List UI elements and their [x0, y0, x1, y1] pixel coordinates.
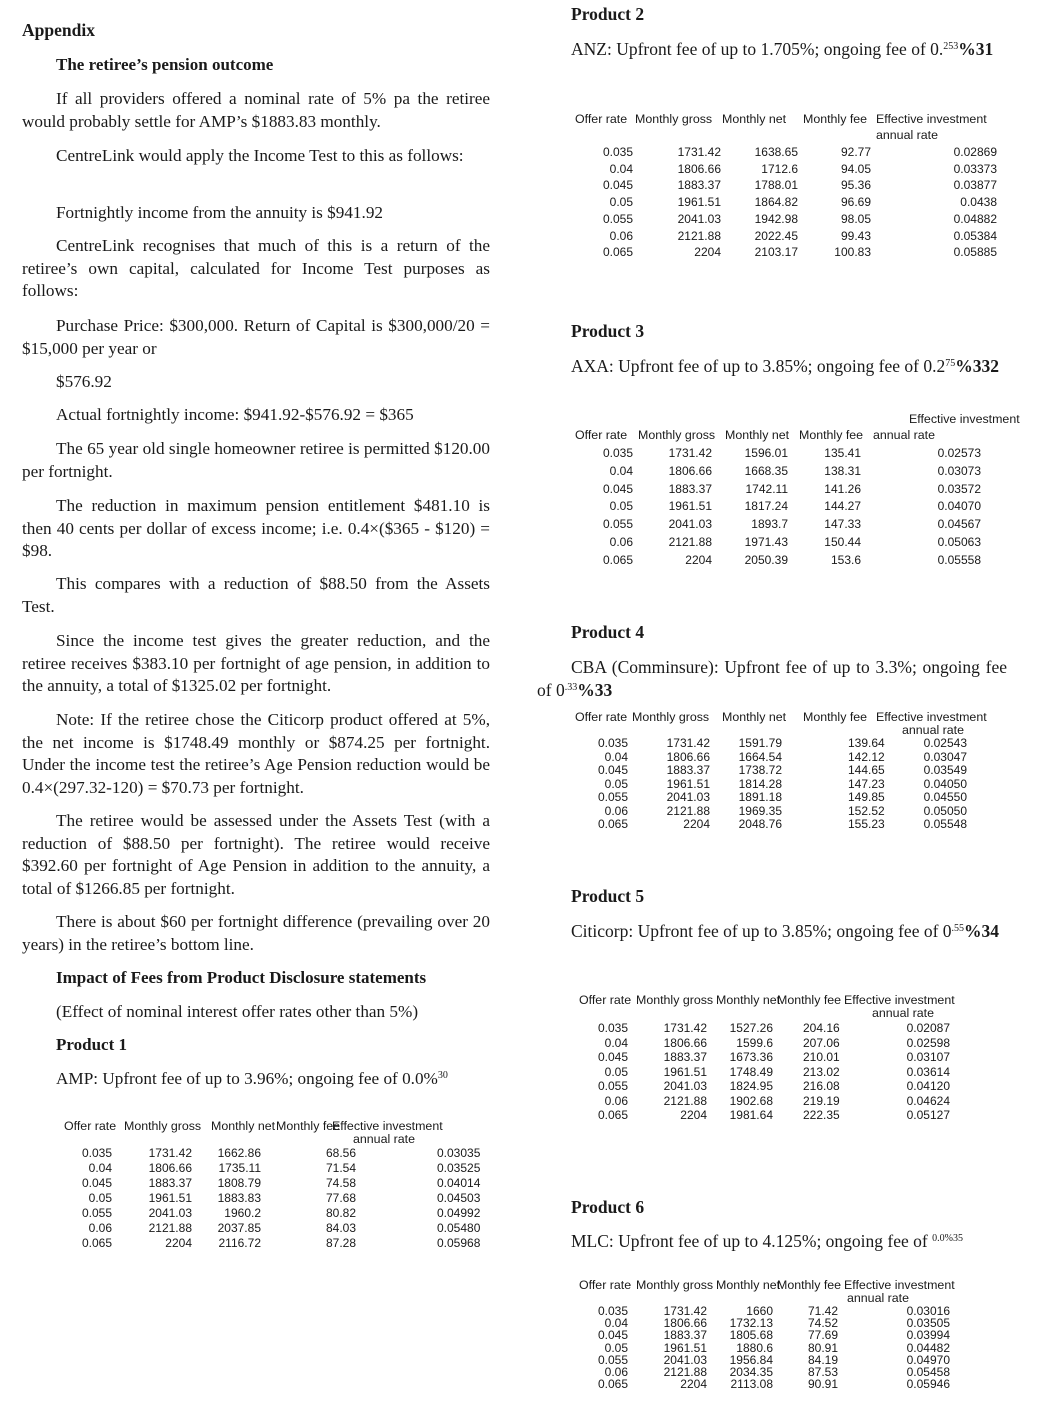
product-1-title: Product 1	[56, 1035, 127, 1054]
monthly-net-cell: 1788.01	[754, 178, 798, 193]
effective-rate-cell: 0.05946	[906, 1377, 950, 1392]
product-6-table	[577, 1278, 997, 1398]
monthly-gross-cell: 2041.03	[666, 790, 710, 804]
fees-heading: Impact of Fees from Product Disclosure statements	[56, 968, 427, 987]
monthly-fee-cell: 80.82	[326, 1206, 357, 1220]
hdr-effective: Effective investment	[332, 1119, 443, 1133]
offer-rate-cell: 0.045	[602, 178, 633, 193]
offer-rate-cell: 0.05	[604, 776, 628, 791]
effective-rate-cell: 0.04567	[937, 517, 981, 532]
offer-rate-cell: 0.065	[602, 245, 633, 260]
product-1-table	[62, 1119, 482, 1254]
effective-rate-cell: 0.02087	[906, 1021, 950, 1035]
hdr-annual-rate: annual rate	[876, 128, 939, 142]
effective-rate-cell: 0.03505	[906, 1316, 950, 1331]
monthly-net-cell: 1732.13	[729, 1316, 773, 1331]
hdr-monthly-net: Monthly net	[722, 710, 787, 724]
product-4-desc	[537, 656, 1007, 701]
monthly-fee-cell: 147.23	[848, 776, 885, 791]
offer-rate-cell: 0.045	[81, 1176, 112, 1190]
monthly-gross-cell: 2204	[683, 817, 710, 831]
effective-rate-cell: 0.04482	[906, 1340, 950, 1355]
effective-rate-cell: 0.04992	[437, 1206, 481, 1220]
monthly-gross-cell: 1806.66	[668, 463, 712, 478]
product-5-desc-text: Citicorp: Upfront fee of up to 3.85%; ongoing fee of 0	[571, 921, 952, 941]
monthly-fee-cell: 155.23	[848, 817, 885, 831]
effective-rate-cell: 0.03035	[437, 1146, 481, 1160]
monthly-gross-cell: 2041.03	[663, 1352, 707, 1367]
paragraph-4: CentreLink recognises that much of this is a return of the retiree’s own capital, calculated for Income Test purposes as follows:	[22, 236, 490, 301]
paragraph-14: There is about $60 per fortnight difference (prevailing over 20 years) in the retiree’s bottom line.	[22, 912, 490, 954]
paragraph-3: Fortnightly income from the annuity is $941.92	[56, 203, 384, 222]
monthly-net-cell: 1805.68	[729, 1328, 773, 1343]
monthly-net-cell: 1735.11	[218, 1161, 261, 1175]
product-5-title: Product 5	[571, 886, 645, 906]
effective-rate-cell: 0.03373	[953, 161, 997, 176]
hdr-annual-rate: annual rate	[872, 1006, 935, 1020]
monthly-net-cell: 1660	[746, 1304, 773, 1318]
offer-rate-cell: 0.045	[597, 763, 628, 777]
effective-rate-cell: 0.03614	[906, 1064, 950, 1079]
monthly-fee-cell: 77.69	[808, 1328, 839, 1343]
monthly-net-cell: 1883.83	[217, 1191, 261, 1205]
paragraph-2: CentreLink would apply the Income Test to this as follows:	[56, 146, 464, 165]
product-1-desc-text: AMP: Upfront fee of up to 3.96%; ongoing fee of 0.0%	[56, 1069, 438, 1088]
monthly-net-cell: 2037.85	[217, 1221, 261, 1235]
monthly-net-cell: 1981.64	[729, 1108, 773, 1122]
offer-rate-cell: 0.04	[604, 1316, 628, 1331]
product-5-table	[577, 993, 997, 1123]
monthly-fee-cell: 100.83	[834, 245, 871, 260]
effective-rate-cell: 0.05458	[906, 1365, 950, 1379]
effective-rate-cell: 0.0438	[960, 195, 997, 210]
monthly-fee-cell: 71.54	[326, 1161, 357, 1175]
offer-rate-cell: 0.035	[602, 446, 633, 460]
effective-rate-cell: 0.04970	[906, 1352, 950, 1367]
hdr-monthly-fee: Monthly fee	[799, 428, 864, 442]
hdr-annual-rate: annual rate	[847, 1291, 910, 1305]
monthly-fee-cell: 71.42	[808, 1304, 839, 1318]
monthly-fee-cell: 68.56	[326, 1146, 357, 1160]
monthly-net-cell: 2048.76	[738, 817, 782, 831]
paragraph-8: The 65 year old single homeowner retiree is permitted $120.00 per fortnight.	[22, 439, 490, 481]
hdr-offer-rate: Offer rate	[575, 112, 628, 126]
hdr-monthly-gross: Monthly gross	[635, 112, 713, 126]
monthly-gross-cell: 1961.51	[677, 195, 721, 210]
offer-rate-cell: 0.035	[602, 145, 633, 159]
monthly-fee-cell: 138.31	[824, 463, 861, 478]
monthly-gross-cell: 2121.88	[666, 803, 710, 818]
product-1-desc	[56, 1069, 448, 1089]
hdr-monthly-gross: Monthly gross	[124, 1119, 202, 1133]
hdr-effective: Effective investment	[844, 993, 955, 1007]
monthly-net-cell: 1599.6	[736, 1035, 773, 1050]
product-3-sup: 75	[945, 358, 956, 369]
monthly-fee-cell: 216.08	[803, 1079, 840, 1093]
monthly-gross-cell: 1806.66	[148, 1161, 192, 1175]
effective-rate-cell: 0.05127	[906, 1108, 950, 1122]
monthly-fee-cell: 74.52	[808, 1316, 839, 1331]
monthly-net-cell: 1864.82	[754, 195, 798, 210]
monthly-gross-cell: 1731.42	[148, 1146, 192, 1160]
product-3-title: Product 3	[571, 321, 645, 341]
monthly-gross-cell: 1883.37	[666, 763, 710, 777]
monthly-gross-cell: 1961.51	[668, 499, 712, 514]
monthly-gross-cell: 1806.66	[666, 749, 710, 764]
offer-rate-cell: 0.035	[81, 1146, 112, 1160]
effective-rate-cell: 0.04882	[953, 211, 997, 226]
hdr-annual-rate: annual rate	[902, 723, 965, 737]
monthly-fee-cell: 80.91	[808, 1340, 839, 1355]
hdr-monthly-gross: Monthly gross	[632, 710, 710, 724]
offer-rate-cell: 0.035	[597, 1021, 628, 1035]
monthly-fee-cell: 147.33	[824, 517, 861, 532]
fees-note: (Effect of nominal interest offer rates other than 5%)	[56, 1002, 419, 1021]
monthly-fee-cell: 150.44	[824, 535, 861, 549]
hdr-annual-rate: annual rate	[873, 428, 936, 442]
product-6-desc	[571, 1231, 963, 1252]
monthly-net-cell: 1662.86	[217, 1146, 261, 1160]
monthly-gross-cell: 1883.37	[663, 1050, 707, 1064]
paragraph-9: The reduction in maximum pension entitlement $481.10 is then 40 cents per dollar of excess income; i.e. 0.4×($365 - $120) = $98.	[22, 496, 490, 561]
hdr-monthly-net: Monthly net	[716, 993, 781, 1007]
effective-rate-cell: 0.02543	[923, 736, 967, 750]
monthly-net-cell: 1942.98	[754, 211, 798, 226]
monthly-gross-cell: 1731.42	[668, 446, 712, 460]
product-4-title: Product 4	[571, 622, 645, 642]
monthly-gross-cell: 1961.51	[663, 1340, 707, 1355]
monthly-gross-cell: 1961.51	[148, 1191, 192, 1205]
effective-rate-cell: 0.02573	[937, 446, 981, 460]
offer-rate-cell: 0.065	[597, 1377, 628, 1392]
monthly-gross-cell: 1961.51	[666, 776, 710, 791]
paragraph-12: Note: If the retiree chose the Citicorp product offered at 5%, the net income is $1748.49 monthly or $874.25 per fortnight. Under the income test the retiree’s Age Pension reduction would be 0.4×(297.32-120) = $70.73 per fortnight.	[22, 710, 490, 797]
monthly-fee-cell: 139.64	[848, 736, 885, 750]
outcome-heading: The retiree’s pension outcome	[56, 55, 274, 74]
offer-rate-cell: 0.05	[609, 499, 633, 514]
monthly-fee-cell: 152.52	[848, 803, 885, 818]
monthly-gross-cell: 2121.88	[663, 1365, 707, 1379]
product-2-tail: %31	[958, 39, 994, 59]
monthly-gross-cell: 1731.42	[663, 1021, 707, 1035]
effective-rate-cell: 0.02598	[906, 1035, 950, 1050]
hdr-monthly-fee: Monthly fee	[276, 1119, 341, 1133]
effective-rate-cell: 0.03525	[437, 1161, 481, 1175]
paragraph-13: The retiree would be assessed under the Assets Test (with a reduction of $88.50 per fortnight). The retiree would receive $392.60 per fortnight of Age Pension in addition to the annuity, a total of $1266.85 per fortnight.	[22, 811, 490, 898]
monthly-net-cell: 1969.35	[738, 803, 782, 818]
monthly-fee-cell: 96.69	[840, 195, 871, 210]
hdr-monthly-net: Monthly net	[716, 1278, 781, 1292]
effective-rate-cell: 0.03073	[937, 463, 981, 478]
effective-rate-cell: 0.05063	[937, 535, 981, 549]
monthly-gross-cell: 1731.42	[677, 145, 721, 159]
monthly-fee-cell: 77.68	[326, 1191, 357, 1205]
monthly-fee-cell: 144.27	[824, 499, 861, 514]
paragraph-1: If all providers offered a nominal rate of 5% pa the retiree would probably settle for AMP’s $1883.83 monthly.	[22, 89, 490, 131]
monthly-fee-cell: 135.41	[824, 446, 861, 460]
offer-rate-cell: 0.055	[602, 211, 633, 226]
offer-rate-cell: 0.06	[604, 803, 628, 818]
monthly-net-cell: 1971.43	[744, 535, 788, 549]
product-5-tail: %34	[964, 921, 1000, 941]
offer-rate-cell: 0.05	[604, 1064, 628, 1079]
monthly-net-cell: 1712.6	[761, 161, 798, 176]
monthly-fee-cell: 84.03	[326, 1221, 357, 1235]
monthly-fee-cell: 153.6	[830, 552, 861, 567]
hdr-offer-rate: Offer rate	[64, 1119, 117, 1133]
offer-rate-cell: 0.035	[597, 1304, 628, 1318]
monthly-net-cell: 2116.72	[218, 1236, 261, 1250]
offer-rate-cell: 0.04	[604, 1035, 628, 1050]
effective-rate-cell: 0.03047	[923, 749, 967, 764]
effective-rate-cell: 0.02869	[953, 145, 997, 159]
monthly-gross-cell: 1883.37	[148, 1176, 192, 1190]
monthly-gross-cell: 2041.03	[148, 1206, 192, 1220]
product-6-desc-text: MLC: Upfront fee of up to 4.125%; ongoing fee of	[571, 1231, 933, 1251]
offer-rate-cell: 0.04	[604, 749, 628, 764]
hdr-monthly-net: Monthly net	[722, 112, 787, 126]
hdr-monthly-net: Monthly net	[725, 428, 790, 442]
monthly-gross-cell: 2121.88	[677, 228, 721, 243]
monthly-fee-cell: 87.53	[808, 1365, 839, 1379]
offer-rate-cell: 0.06	[609, 535, 633, 549]
offer-rate-cell: 0.045	[597, 1050, 628, 1064]
effective-rate-cell: 0.04014	[437, 1176, 481, 1190]
monthly-gross-cell: 2041.03	[677, 211, 721, 226]
product-2-desc-text: ANZ: Upfront fee of up to 1.705%; ongoing fee of 0.	[571, 39, 944, 59]
monthly-gross-cell: 1883.37	[663, 1328, 707, 1343]
product-3-table	[573, 412, 1020, 572]
effective-rate-cell: 0.04070	[937, 499, 981, 514]
monthly-gross-cell: 2121.88	[148, 1221, 192, 1235]
hdr-monthly-fee: Monthly fee	[803, 710, 868, 724]
monthly-net-cell: 1893.7	[751, 517, 788, 532]
paragraph-11: Since the income test gives the greater reduction, and the retiree receives $383.10 per fortnight of age pension, in addition to the annuity, a total of $1325.02 per fortnight.	[22, 631, 490, 696]
hdr-monthly-fee: Monthly fee	[803, 112, 868, 126]
product-3-desc-text: AXA: Upfront fee of up to 3.85%; ongoing fee of 0.2	[571, 356, 946, 376]
hdr-monthly-gross: Monthly gross	[638, 428, 716, 442]
offer-rate-cell: 0.05	[88, 1191, 112, 1205]
monthly-net-cell: 1527.26	[729, 1021, 773, 1035]
monthly-gross-cell: 1806.66	[663, 1035, 707, 1050]
monthly-net-cell: 2050.39	[744, 552, 788, 567]
monthly-net-cell: 1673.36	[729, 1050, 773, 1064]
hdr-offer-rate: Offer rate	[575, 428, 628, 442]
offer-rate-cell: 0.065	[81, 1236, 112, 1250]
hdr-monthly-fee: Monthly fee	[777, 1278, 842, 1292]
product-4-tail: %33	[577, 679, 613, 700]
monthly-net-cell: 1742.11	[745, 481, 788, 496]
offer-rate-cell: 0.055	[597, 790, 628, 804]
monthly-gross-cell: 1731.42	[666, 736, 710, 750]
paragraph-10: This compares with a reduction of $88.50 from the Assets Test.	[22, 574, 490, 616]
monthly-gross-cell: 2041.03	[668, 517, 712, 532]
monthly-net-cell: 1638.65	[754, 145, 798, 159]
monthly-gross-cell: 1961.51	[663, 1064, 707, 1079]
hdr-effective: Effective investment	[909, 412, 1020, 426]
effective-rate-cell: 0.04624	[906, 1093, 950, 1108]
offer-rate-cell: 0.035	[597, 736, 628, 750]
product-2-title: Product 2	[571, 4, 645, 24]
monthly-fee-cell: 74.58	[326, 1176, 357, 1190]
monthly-net-cell: 2022.45	[754, 228, 798, 243]
monthly-gross-cell: 2204	[680, 1377, 707, 1392]
monthly-net-cell: 1960.2	[224, 1206, 261, 1220]
effective-rate-cell: 0.03107	[906, 1050, 950, 1064]
monthly-net-cell: 1591.79	[738, 736, 782, 750]
product-6-title: Product 6	[571, 1197, 645, 1217]
offer-rate-cell: 0.055	[81, 1206, 112, 1220]
hdr-monthly-fee: Monthly fee	[777, 993, 842, 1007]
monthly-gross-cell: 2204	[680, 1108, 707, 1122]
offer-rate-cell: 0.055	[597, 1079, 628, 1093]
paragraph-5: Purchase Price: $300,000. Return of Capital is $300,000/20 = $15,000 per year or	[22, 316, 490, 358]
monthly-net-cell: 1738.72	[738, 763, 782, 777]
effective-rate-cell: 0.05558	[937, 552, 981, 567]
paragraph-6: $576.92	[56, 372, 112, 391]
monthly-net-cell: 1880.6	[736, 1340, 773, 1355]
offer-rate-cell: 0.06	[609, 228, 633, 243]
offer-rate-cell: 0.04	[609, 463, 633, 478]
hdr-offer-rate: Offer rate	[575, 710, 628, 724]
monthly-gross-cell: 1806.66	[677, 161, 721, 176]
monthly-net-cell: 1824.95	[729, 1079, 773, 1093]
monthly-gross-cell: 2204	[694, 245, 721, 260]
effective-rate-cell: 0.04050	[923, 776, 967, 791]
offer-rate-cell: 0.065	[597, 1108, 628, 1122]
monthly-net-cell: 1748.49	[729, 1064, 773, 1079]
monthly-gross-cell: 2121.88	[668, 535, 712, 549]
offer-rate-cell: 0.045	[602, 481, 633, 496]
offer-rate-cell: 0.055	[602, 517, 633, 532]
monthly-fee-cell: 95.36	[840, 178, 871, 193]
product-5-desc	[537, 920, 1007, 943]
effective-rate-cell: 0.05968	[437, 1236, 481, 1250]
offer-rate-cell: 0.06	[604, 1093, 628, 1108]
offer-rate-cell: 0.05	[604, 1340, 628, 1355]
offer-rate-cell: 0.055	[597, 1352, 628, 1367]
product-4-desc-text: CBA (Comminsure): Upfront fee of up to 3.3%; ongoing fee of 0	[537, 657, 1007, 700]
offer-rate-cell: 0.045	[597, 1328, 628, 1343]
hdr-offer-rate: Offer rate	[579, 1278, 632, 1292]
monthly-net-cell: 1817.24	[744, 499, 788, 514]
effective-rate-cell: 0.03016	[906, 1304, 950, 1318]
monthly-fee-cell: 210.01	[803, 1050, 840, 1064]
product-2-sup: 253	[943, 41, 959, 52]
hdr-offer-rate: Offer rate	[579, 993, 632, 1007]
offer-rate-cell: 0.06	[88, 1221, 112, 1235]
monthly-net-cell: 2034.35	[729, 1365, 773, 1379]
monthly-fee-cell: 141.26	[824, 481, 861, 496]
hdr-monthly-net: Monthly net	[211, 1119, 276, 1133]
offer-rate-cell: 0.05	[609, 195, 633, 210]
monthly-net-cell: 2103.17	[754, 245, 798, 260]
effective-rate-cell: 0.04120	[906, 1079, 950, 1093]
hdr-effective: Effective investment	[876, 112, 987, 126]
monthly-net-cell: 1596.01	[744, 446, 788, 460]
monthly-fee-cell: 222.35	[803, 1108, 840, 1122]
monthly-fee-cell: 204.16	[803, 1021, 840, 1035]
monthly-net-cell: 1664.54	[738, 749, 782, 764]
effective-rate-cell: 0.03572	[937, 481, 981, 496]
effective-rate-cell: 0.03877	[953, 178, 997, 193]
monthly-net-cell: 1814.28	[738, 776, 782, 791]
effective-rate-cell: 0.03549	[923, 763, 967, 777]
monthly-gross-cell: 1731.42	[663, 1304, 707, 1318]
monthly-fee-cell: 87.28	[326, 1236, 357, 1250]
hdr-monthly-gross: Monthly gross	[636, 1278, 714, 1292]
hdr-effective: Effective investment	[876, 710, 987, 724]
footnote-30: 30	[437, 1070, 448, 1081]
monthly-gross-cell: 1806.66	[663, 1316, 707, 1331]
monthly-fee-cell: 94.05	[840, 161, 871, 176]
offer-rate-cell: 0.065	[597, 817, 628, 831]
monthly-gross-cell: 1883.37	[668, 481, 712, 496]
monthly-net-cell: 1891.18	[738, 790, 782, 804]
monthly-fee-cell: 213.02	[803, 1064, 840, 1079]
monthly-fee-cell: 219.19	[803, 1093, 840, 1108]
effective-rate-cell: 0.04503	[437, 1191, 481, 1205]
monthly-net-cell: 2113.08	[730, 1377, 773, 1392]
monthly-net-cell: 1956.84	[729, 1352, 773, 1367]
monthly-net-cell: 1668.35	[744, 463, 788, 478]
product-4-table	[573, 710, 1003, 835]
effective-rate-cell: 0.05050	[923, 803, 967, 818]
monthly-fee-cell: 92.77	[840, 145, 871, 159]
monthly-fee-cell: 142.12	[848, 749, 885, 764]
monthly-gross-cell: 2121.88	[663, 1093, 707, 1108]
monthly-fee-cell: 84.19	[808, 1352, 839, 1367]
hdr-effective: Effective investment	[844, 1278, 955, 1292]
effective-rate-cell: 0.05548	[923, 817, 967, 831]
monthly-gross-cell: 2204	[165, 1236, 192, 1250]
paragraph-7: Actual fortnightly income: $941.92-$576.92 = $365	[56, 405, 414, 424]
product-6-sup: 0.0%35	[932, 1233, 963, 1244]
hdr-annual-rate: annual rate	[353, 1132, 416, 1146]
product-3-tail: %332	[955, 356, 999, 376]
product-3-desc	[537, 355, 1007, 378]
effective-rate-cell: 0.05480	[437, 1221, 481, 1235]
monthly-fee-cell: 90.91	[808, 1377, 839, 1392]
monthly-gross-cell: 2041.03	[663, 1079, 707, 1093]
offer-rate-cell: 0.065	[602, 552, 633, 567]
appendix-heading: Appendix	[22, 20, 95, 40]
monthly-fee-cell: 99.43	[840, 228, 871, 243]
effective-rate-cell: 0.04550	[923, 790, 967, 804]
offer-rate-cell: 0.04	[609, 161, 633, 176]
product-5-sup: .55	[951, 923, 965, 934]
effective-rate-cell: 0.03994	[906, 1328, 950, 1343]
product-4-sup: .33	[564, 681, 578, 693]
monthly-fee-cell: 207.06	[803, 1035, 840, 1050]
monthly-fee-cell: 149.85	[848, 790, 885, 804]
monthly-gross-cell: 2204	[685, 552, 712, 567]
offer-rate-cell: 0.04	[88, 1161, 112, 1175]
product-2-desc	[537, 38, 1007, 61]
hdr-monthly-gross: Monthly gross	[636, 993, 714, 1007]
monthly-fee-cell: 144.65	[848, 763, 885, 777]
product-2-table	[573, 112, 1003, 262]
monthly-net-cell: 1808.79	[217, 1176, 261, 1190]
monthly-gross-cell: 1883.37	[677, 178, 721, 193]
offer-rate-cell: 0.06	[604, 1365, 628, 1379]
effective-rate-cell: 0.05885	[953, 245, 997, 260]
effective-rate-cell: 0.05384	[953, 228, 997, 243]
monthly-fee-cell: 98.05	[840, 211, 871, 226]
monthly-net-cell: 1902.68	[729, 1093, 773, 1108]
